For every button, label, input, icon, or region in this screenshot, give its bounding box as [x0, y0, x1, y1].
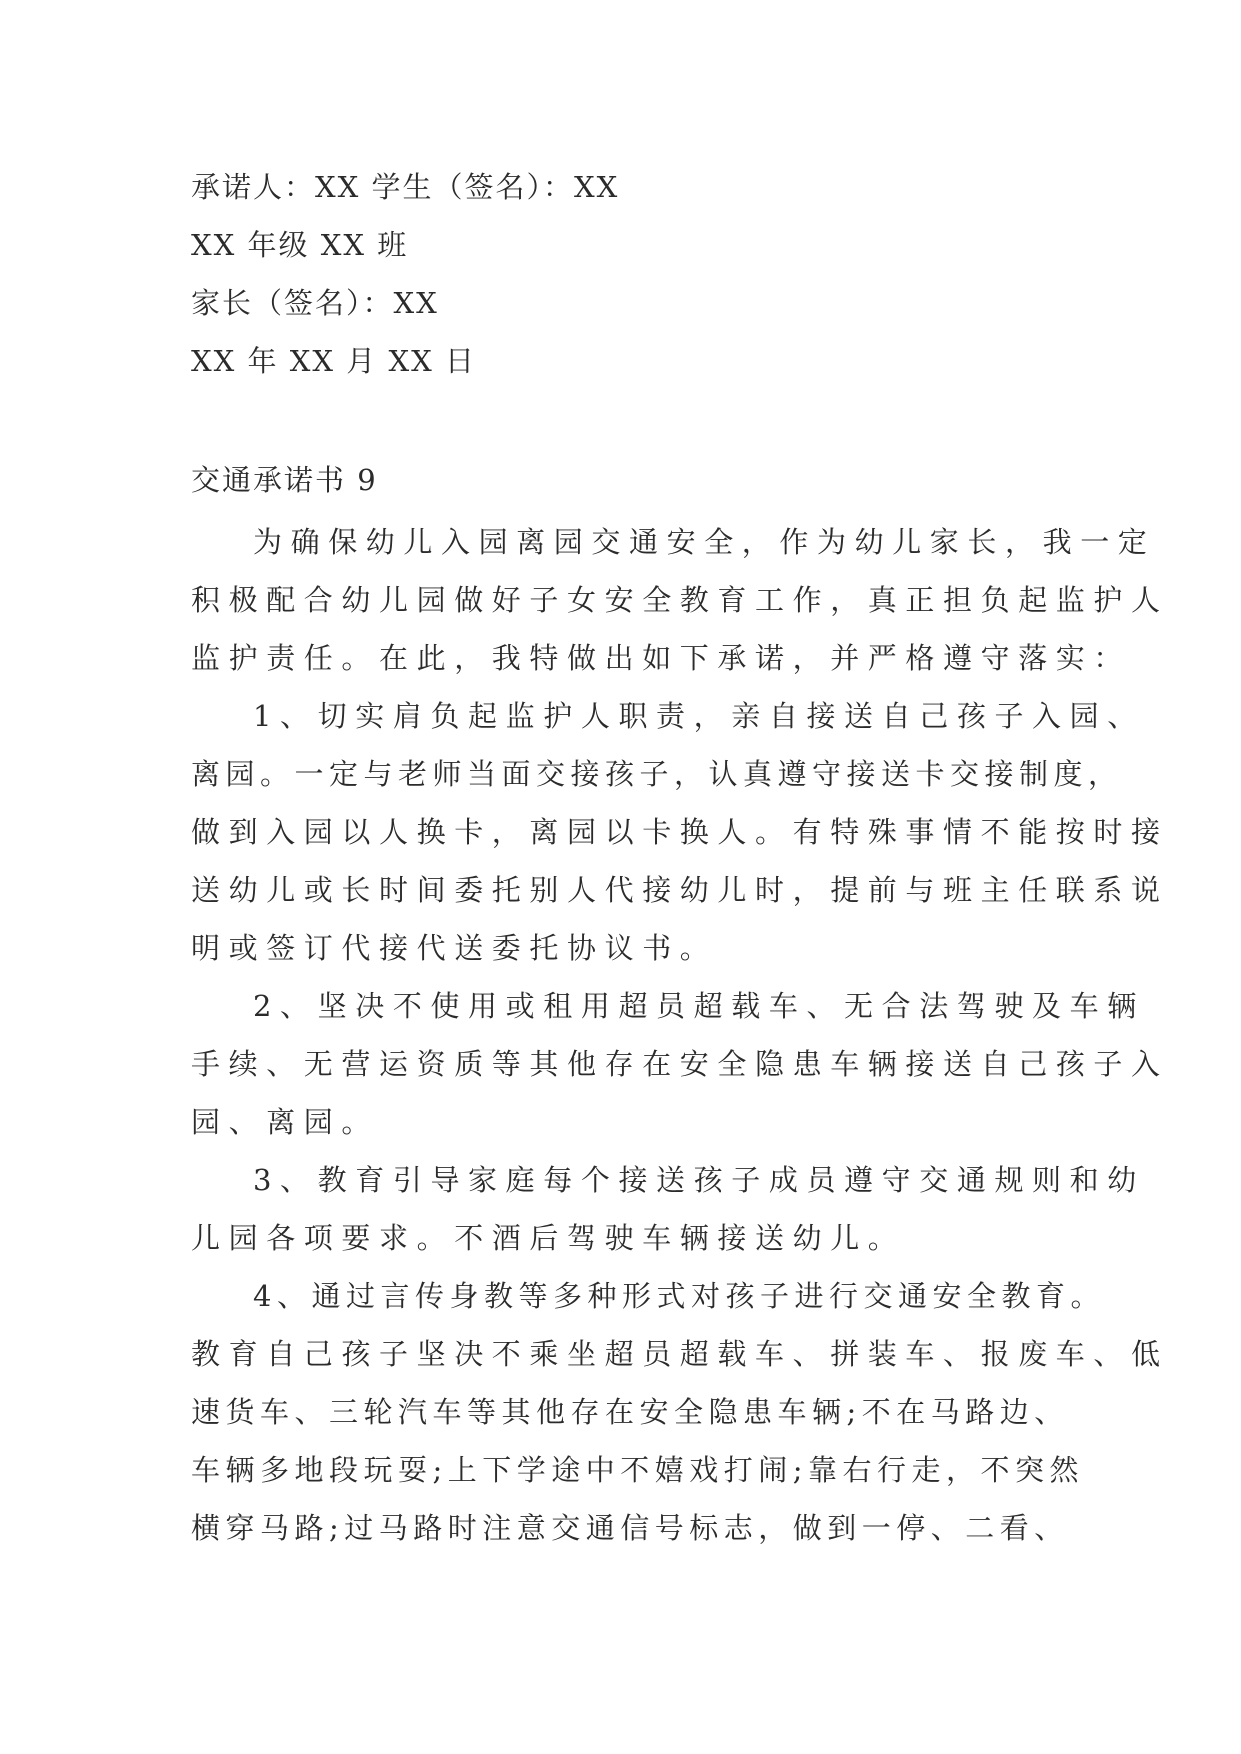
text-line: 2、坚决不使用或租用超员超载车、无合法驾驶及车辆 — [253, 989, 1145, 1023]
signature-block — [191, 158, 1051, 390]
date-line: XX 年 XX 月 XX 日 — [191, 344, 476, 378]
section-title: 交通承诺书 9 — [191, 463, 378, 497]
text-line: 车辆多地段玩耍;上下学途中不嬉戏打闹;靠右行走，不突然 — [191, 1453, 1085, 1487]
class-line: XX 年级 XX 班 — [191, 228, 409, 262]
section-heading — [191, 451, 1051, 509]
text-line: 速货车、三轮汽车等其他存在安全隐患车辆;不在马路边、 — [191, 1395, 1069, 1429]
text-line: 离园。一定与老师当面交接孩子，认真遵守接送卡交接制度， — [191, 757, 1123, 791]
text-line: 积极配合幼儿园做好子女安全教育工作，真正担负起监护人 — [191, 583, 1169, 617]
parent-signature-line: 家长（签名）：XX — [191, 286, 439, 320]
text-line: 明或签订代接代送委托协议书。 — [191, 931, 718, 965]
text-line: 横穿马路;过马路时注意交通信号标志，做到一停、二看、 — [191, 1511, 1069, 1545]
text-line: 4、通过言传身教等多种形式对孩子进行交通安全教育。 — [253, 1279, 1105, 1313]
section-body — [191, 513, 1169, 1557]
text-line: 手续、无营运资质等其他存在安全隐患车辆接送自己孩子入 — [191, 1047, 1169, 1081]
text-line: 为确保幼儿入园离园交通安全，作为幼儿家长，我一定 — [253, 525, 1156, 559]
text-line: 园、离园。 — [191, 1105, 380, 1139]
text-line: 监护责任。在此，我特做出如下承诺，并严格遵守落实： — [191, 641, 1132, 675]
text-line: 做到入园以人换卡，离园以卡换人。有特殊事情不能按时接 — [191, 815, 1169, 849]
text-line: 教育自己孩子坚决不乘坐超员超载车、拼装车、报废车、低 — [191, 1337, 1169, 1371]
text-line: 送幼儿或长时间委托别人代接幼儿时，提前与班主任联系说 — [191, 873, 1169, 907]
promisor-signature-line: 承诺人：XX 学生（签名）：XX — [191, 170, 620, 204]
text-line: 1、切实肩负起监护人职责，亲自接送自己孩子入园、 — [253, 699, 1145, 733]
text-line: 儿园各项要求。不酒后驾驶车辆接送幼儿。 — [191, 1221, 906, 1255]
text-line: 3、教育引导家庭每个接送孩子成员遵守交通规则和幼 — [253, 1163, 1145, 1197]
